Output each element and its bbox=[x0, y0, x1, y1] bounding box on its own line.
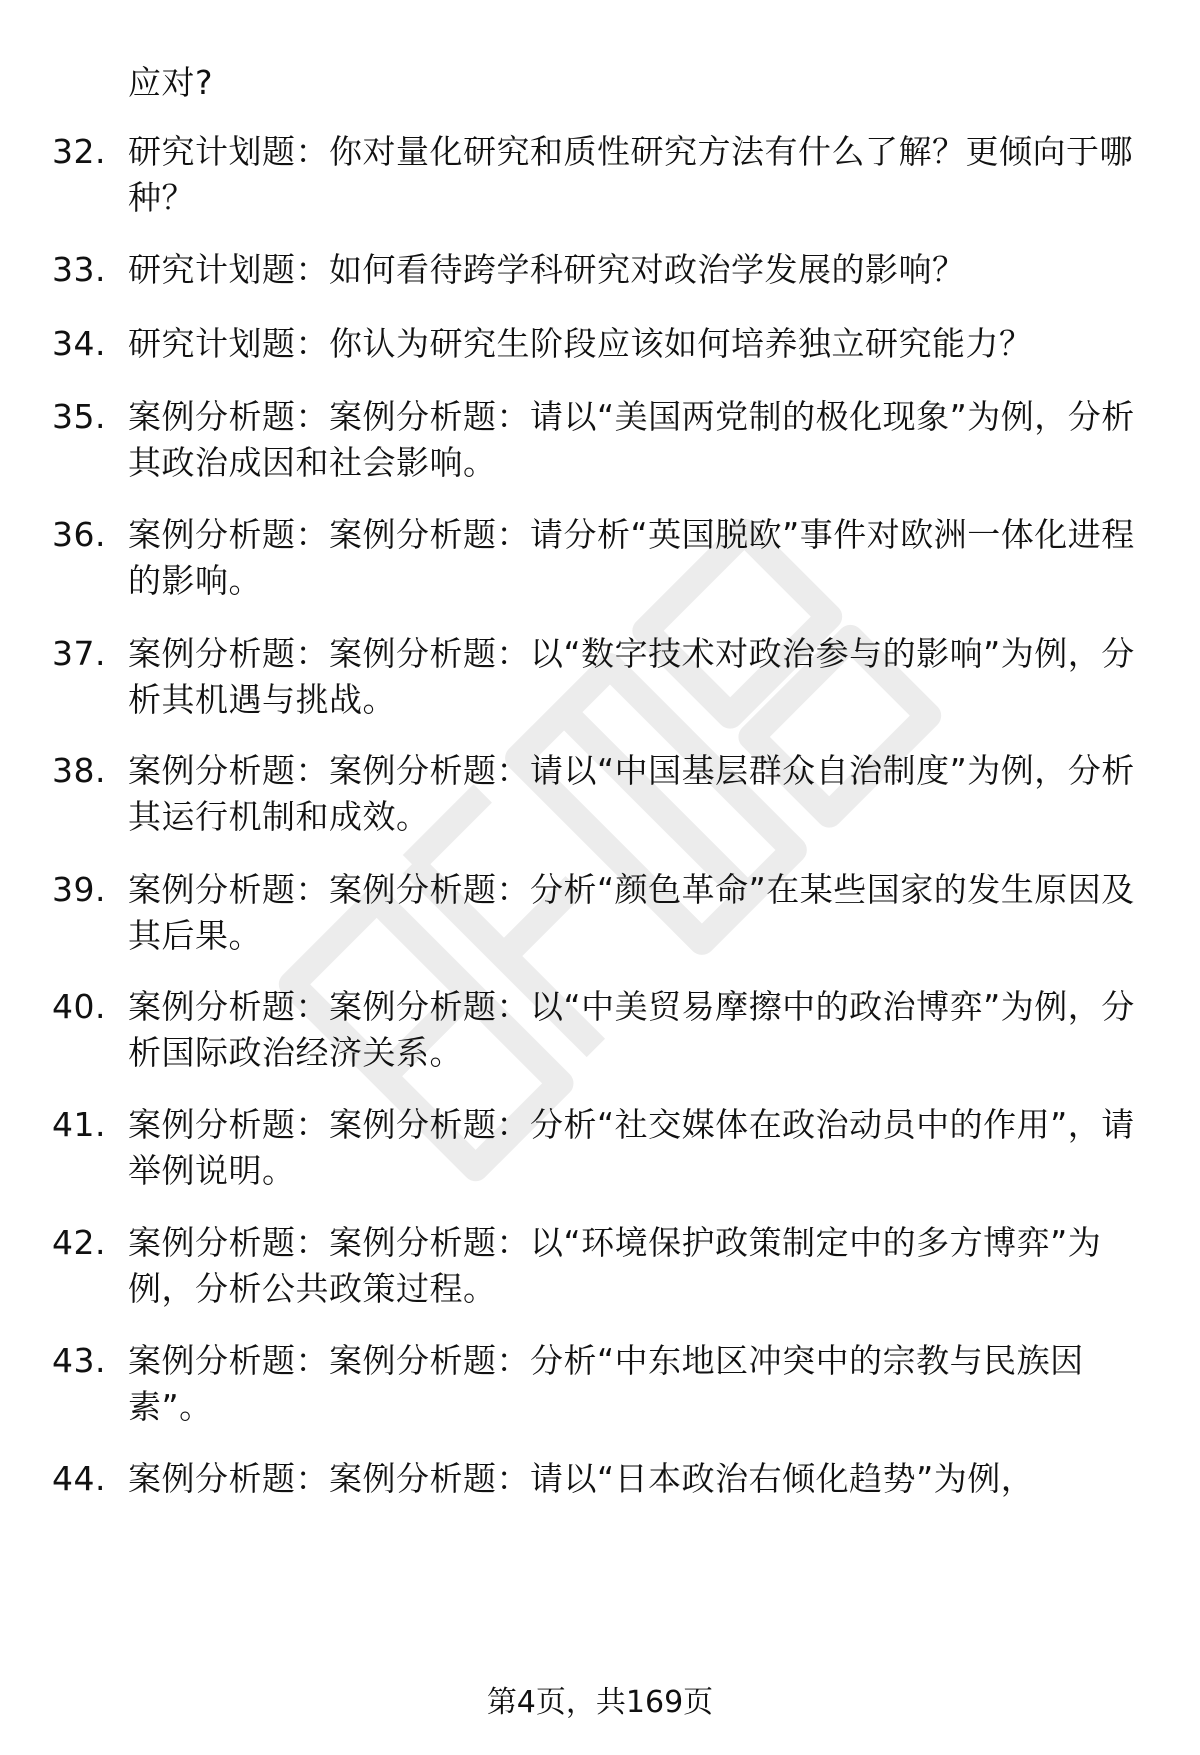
question-text: 案例分析题：案例分析题：分析“颜色革命”在某些国家的发生原因及其后果。 bbox=[128, 870, 1135, 955]
question-number: 43. bbox=[52, 1341, 106, 1380]
question-number: 32. bbox=[52, 132, 106, 171]
page-footer: 第4页，共169页 bbox=[486, 1685, 714, 1720]
question-text: 研究计划题：如何看待跨学科研究对政治学发展的影响？ bbox=[128, 250, 966, 289]
question-text: 研究计划题：你对量化研究和质性研究方法有什么了解？更倾向于哪种？ bbox=[128, 132, 1133, 217]
question-number: 36. bbox=[52, 515, 106, 554]
question-number: 37. bbox=[52, 634, 106, 673]
question-text: 案例分析题：案例分析题：以“环境保护政策制定中的多方博弈”为例，分析公共政策过程。 bbox=[128, 1223, 1102, 1308]
question-number: 34. bbox=[52, 324, 106, 363]
question-number: 38. bbox=[52, 751, 106, 790]
question-number: 33. bbox=[52, 250, 106, 289]
question-text: 研究计划题：你认为研究生阶段应该如何培养独立研究能力？ bbox=[128, 324, 1033, 363]
question-text: 案例分析题：案例分析题：分析“社交媒体在政治动员中的作用”，请举例说明。 bbox=[128, 1105, 1135, 1190]
question-text: 案例分析题：案例分析题：请以“中国基层群众自治制度”为例，分析其运行机制和成效。 bbox=[128, 751, 1135, 836]
question-number: 42. bbox=[52, 1223, 106, 1262]
continuation-text: 应对? bbox=[128, 63, 214, 102]
question-number: 40. bbox=[52, 987, 106, 1026]
question-number: 41. bbox=[52, 1105, 106, 1144]
question-number: 35. bbox=[52, 397, 106, 436]
question-text: 案例分析题：案例分析题：以“中美贸易摩擦中的政治博弈”为例，分析国际政治经济关系。 bbox=[128, 987, 1135, 1072]
question-number: 44. bbox=[52, 1459, 106, 1498]
question-text: 案例分析题：案例分析题：请分析“英国脱欧”事件对欧洲一体化进程的影响。 bbox=[128, 515, 1135, 600]
question-text: 案例分析题：案例分析题：分析“中东地区冲突中的宗教与民族因素”。 bbox=[128, 1341, 1084, 1426]
question-text: 案例分析题：案例分析题：请以“日本政治右倾化趋势”为例， bbox=[128, 1459, 1035, 1498]
question-text: 案例分析题：案例分析题：请以“美国两党制的极化现象”为例，分析其政治成因和社会影响。 bbox=[128, 397, 1135, 482]
question-text: 案例分析题：案例分析题：以“数字技术对政治参与的影响”为例，分析其机遇与挑战。 bbox=[128, 634, 1135, 719]
question-number: 39. bbox=[52, 870, 106, 909]
